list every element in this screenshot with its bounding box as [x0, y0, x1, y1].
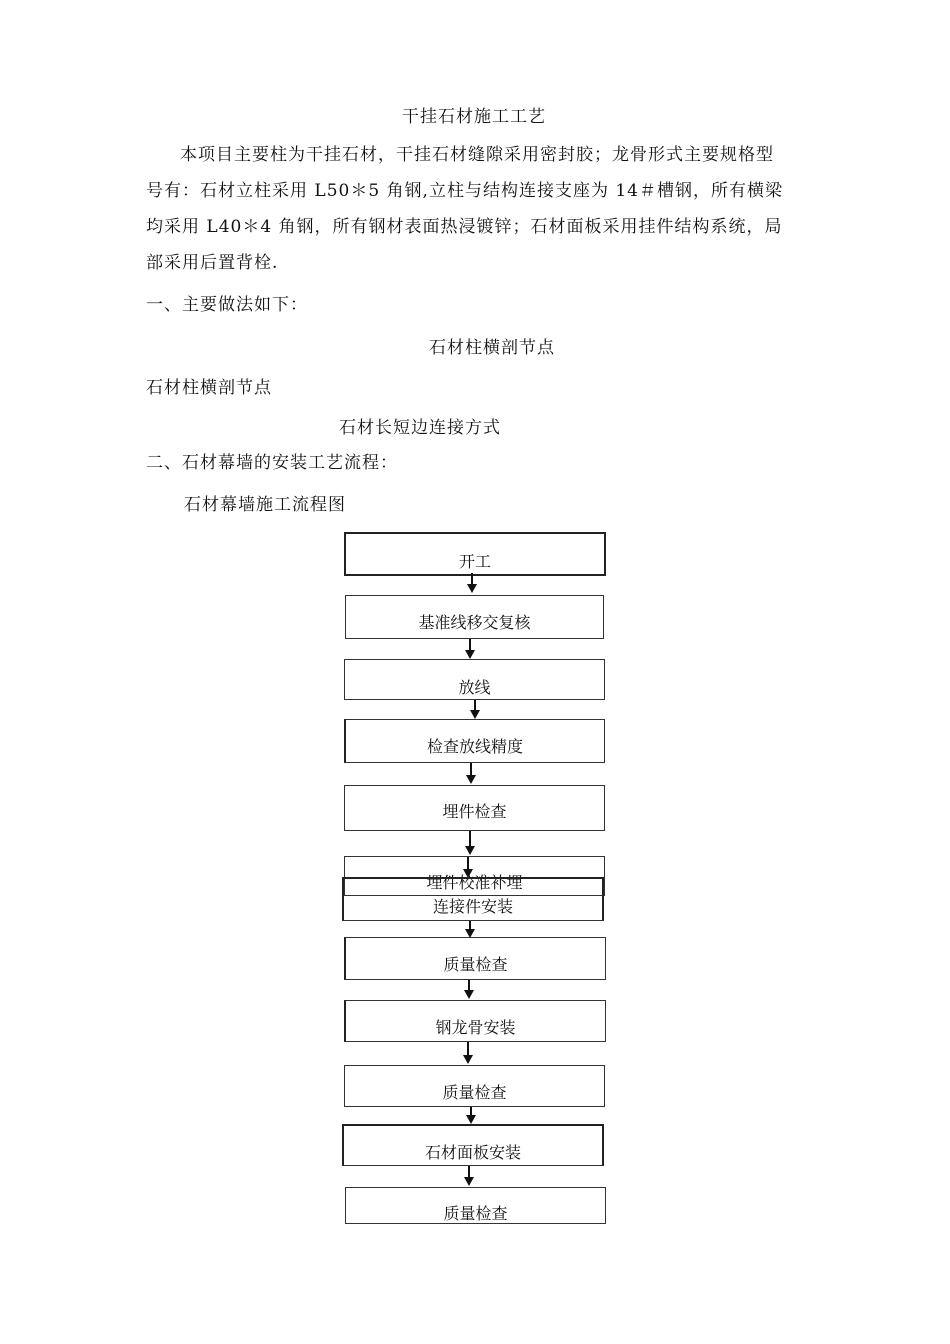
- flow-step-check-accuracy: [344, 719, 605, 763]
- flow-step-label: 基准线移交复核: [418, 613, 531, 632]
- flow-step-label: 质量检查: [442, 1083, 507, 1102]
- flow-step-quality-check-3: [345, 1187, 606, 1224]
- figure-caption-cross-section-left: 石材柱横剖节点: [146, 378, 272, 398]
- intro-line-4: 部采用后置背栓.: [146, 253, 279, 273]
- flow-step-embed-check: [344, 785, 605, 831]
- flow-step-panel-install: [342, 1124, 604, 1166]
- intro-line-3: 均采用 L40＊4 角钢，所有钢材表面热浸镀锌；石材面板采用挂件结构系统，局: [146, 217, 783, 237]
- flow-step-label: 埋件检查: [442, 802, 507, 821]
- flow-step-label: 检查放线精度: [426, 737, 523, 756]
- flow-step-label: 连接件安装: [432, 897, 513, 916]
- page-title: 干挂石材施工工艺: [402, 107, 546, 127]
- flow-step-label: 埋件校准补埋: [426, 873, 523, 892]
- section1-heading: 一、主要做法如下：: [146, 295, 308, 315]
- flowchart-title: 石材幕墙施工流程图: [184, 495, 346, 515]
- flow-step-baseline-handover: [345, 595, 604, 639]
- flow-step-label: 石材面板安装: [424, 1143, 521, 1162]
- flow-step-quality-check-2: [344, 1065, 605, 1107]
- flow-step-label: 质量检查: [443, 955, 508, 974]
- intro-line-1: 本项目主要柱为干挂石材，干挂石材缝隙采用密封胶；龙骨形式主要规格型: [180, 145, 774, 165]
- flow-step-start: [344, 532, 606, 576]
- intro-paragraph: [146, 137, 808, 281]
- flow-step-steel-frame-install: [344, 1000, 606, 1042]
- flow-step-label: 开工: [458, 552, 491, 571]
- flow-step-label: 放线: [458, 678, 491, 697]
- flow-step-label: 质量检查: [443, 1204, 508, 1223]
- figure-caption-cross-section: 石材柱横剖节点: [429, 338, 555, 358]
- flow-step-connector-install: [342, 873, 604, 921]
- section2-heading: 二、石材幕墙的安装工艺流程：: [146, 453, 398, 473]
- flow-step-label: 钢龙骨安装: [435, 1018, 516, 1037]
- figure-caption-edge-connection: 石材长短边连接方式: [339, 418, 501, 438]
- flow-step-setting-out: [344, 659, 605, 700]
- flow-step-quality-check-1: [344, 937, 606, 980]
- intro-line-2: 号有：石材立柱采用 L50＊5 角钢,立柱与结构连接支座为 14＃槽钢，所有横梁: [146, 181, 783, 201]
